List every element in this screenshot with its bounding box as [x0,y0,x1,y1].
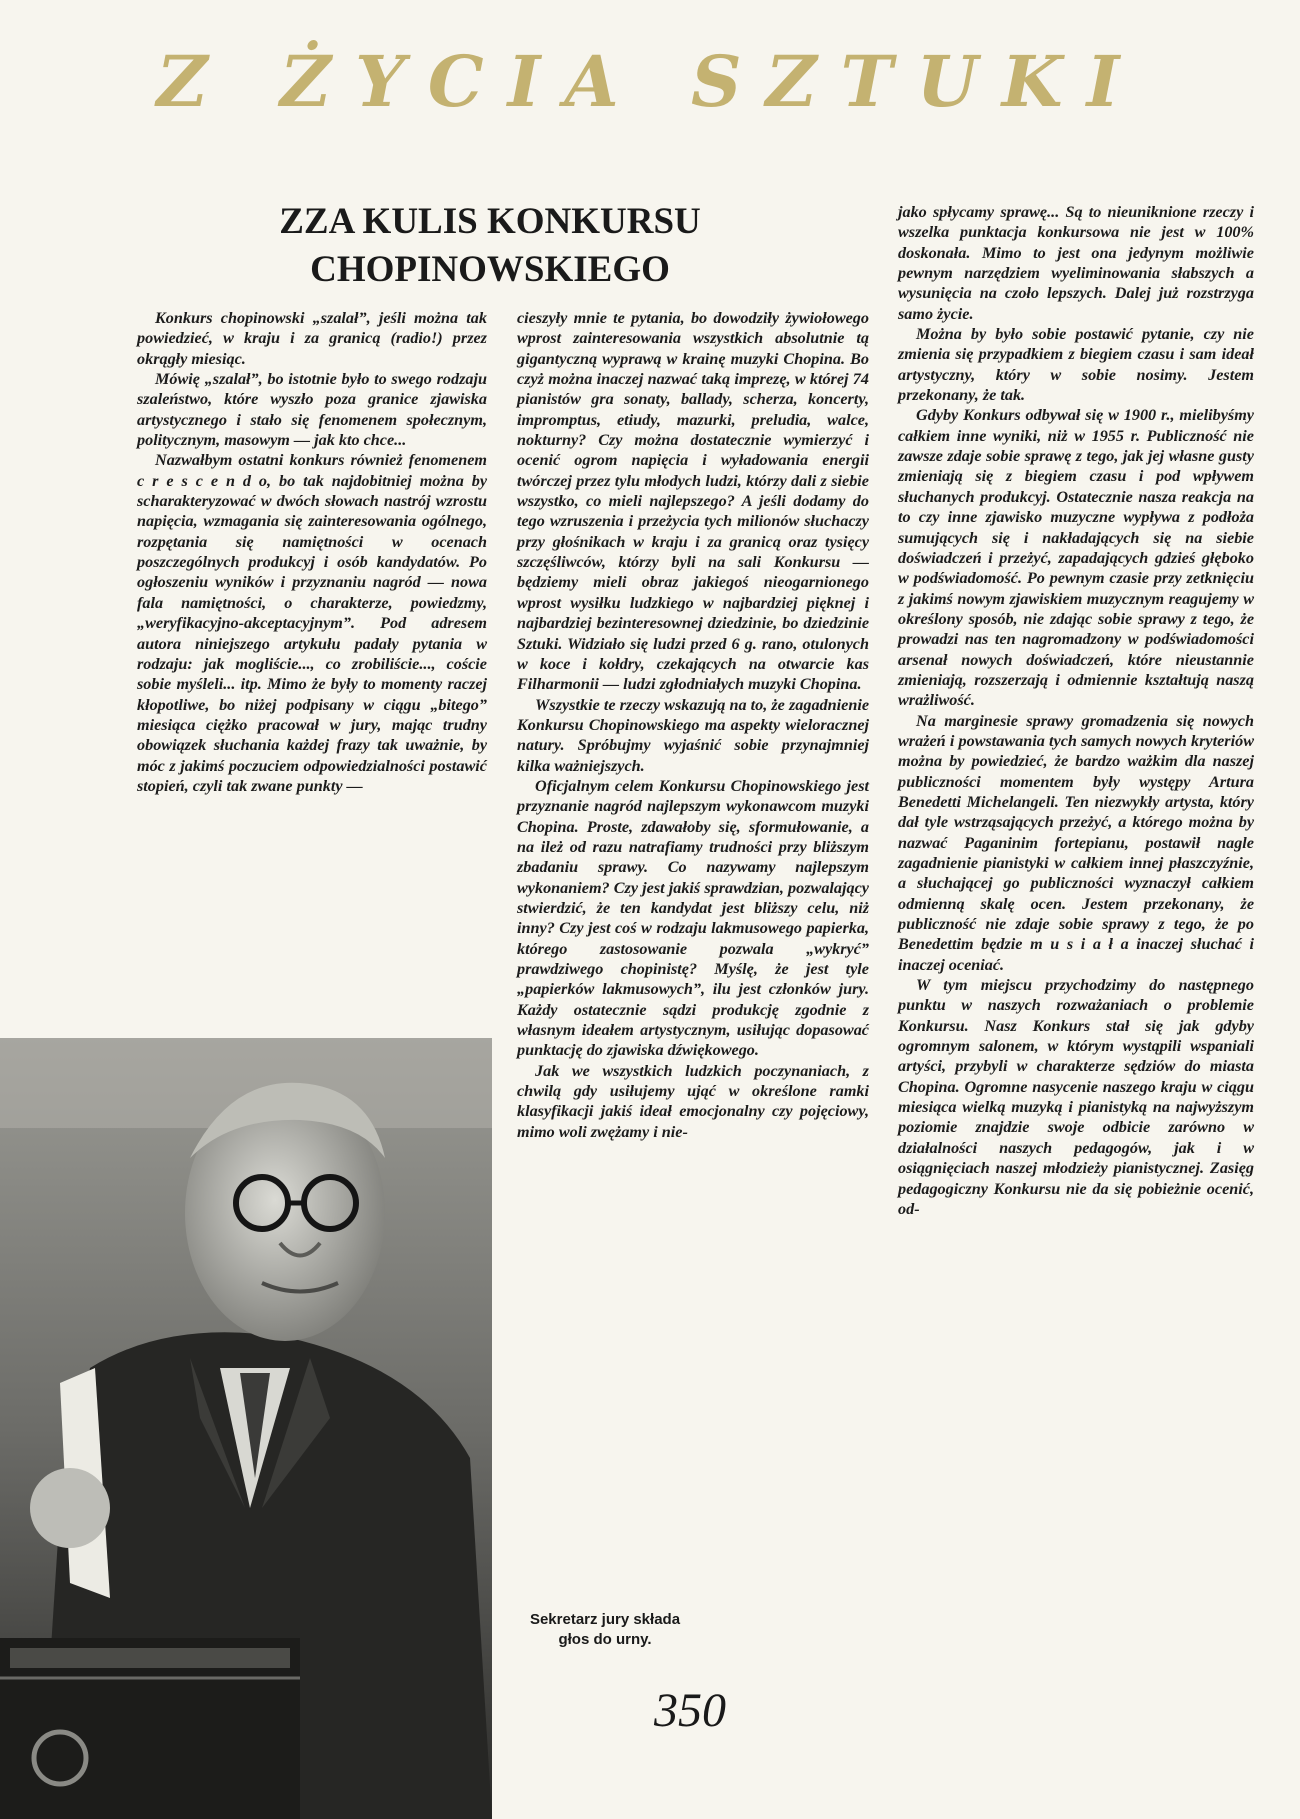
text-column-1 [137,308,487,796]
article-headline [250,198,730,294]
paragraph: Oficjalnym celem Konkursu Chopinowskiego jest przyznanie nagród najlepszym wykonawcom muzyki Chopina. Proste, zdawałoby się, sformułowanie, a na ileż od razu natrafiamy trudności przy bliższym zbadaniu sprawy. Co nazywamy najlepszym wykonaniem? Czy jest jakiś sprawdzian, pozwalający stwierdzić, że ten kandydat jest bliższy celu, niż inny? Czy jest coś w rodzaju lakmusowego papierka, którego zastosowanie pozwala „wykryć” prawdziwego chopinistę? Myślę, że jest tyle „papierków lakmusowych”, ilu jest członków jury. Każdy ostatecznie sądzi produkcję zgodnie z własnym ideałem artystycznym, usiłując dopasować punktację do zjawiska dźwiękowego. [517,776,869,1060]
paragraph: Gdyby Konkurs odbywał się w 1900 r., mielibyśmy całkiem inne wyniki, niż w 1955 r. Publiczność nie zawsze zdaje sobie sprawę z tego, jak jej własne gusty zmieniają się z biegiem czasu i pod wpływem słuchanych produkcyj. Ostatecznie nasza reakcja na to czy inne zjawisko muzyczne wypływa z podłoża sumujących się i nakładających się na siebie doświadczeń i przeżyć, zapadających gdzieś głęboko w podświadomość. Po pewnym czasie przy zetknięciu z jakimś nowym zjawiskiem muzycznym reagujemy w określony sposób, nie zdając sobie sprawy z tego, że prowadzi nas ten nagromadzony w podświadomości arsenał nowych doświadczeń, które nieustannie zmieniają, rozszerzają i odmiennie kształtują naszą wrażliwość. [898,406,1254,710]
page-number: 350 [654,1684,726,1737]
caption-line-2: głos do urny. [558,1631,652,1648]
headline-line-2: CHOPINOWSKIEGO [310,249,670,290]
paragraph: cieszyły mnie te pytania, bo dowodziły żywiołowego wprost zainteresowania wszystkich absolutnie tą gigantyczną wyprawą w krainę muzyki Chopina. Bo czyż można inaczej nazwać taką imprezę, w której 74 pianistów gra sonaty, ballady, scherza, koncerty, impromptus, etiudy, mazurki, preludia, walce, nokturny? Czy można dostatecznie wymierzyć i ocenić ogrom napięcia i wyładowania energii twórczej przez tylu młodych ludzi, którzy dali z siebie wszystko, co mieli najlepszego? A jeśli dodamy do tego wzruszenia i przeżycia tych milionów słuchaczy przy głośnikach w kraju i za granicą oraz tysięcy szczęśliwców, którzy byli na sali Konkursu — będziemy mieli obraz jakiegoś nieogarnionego wprost wysiłku ludzkiego w najbardziej pięknej i najbardziej bezinteresownej dziedzinie, bo dziedzinie Sztuki. Widziało się ludzi przed 6 g. rano, otulonych w koce i kołdry, czekających na otwarcie kas Filharmonii — ludzi zgłodniałych muzyki Chopina. [517,309,869,694]
text-column-2 [517,308,869,1142]
photo-caption [505,1610,705,1650]
text-column-3 [898,202,1254,1219]
paragraph: jako spłycamy sprawę... Są to nieuniknione rzeczy i wszelka punktacja konkursowa nie jest w 100% doskonała. Mimo to jest ona jedynym możliwie pewnym narzędziem wyeliminowania słabszych a wysunięcia na czoło lepszych. Dalej już rozstrzyga samo życie. [898,203,1254,323]
paragraph: Można by było sobie postawić pytanie, czy nie zmienia się przypadkiem z biegiem czasu i sam ideał artystyczny, który w sobie nosimy. Jestem przekonany, że tak. [898,325,1254,405]
paragraph: Mówię „szalał”, bo istotnie było to swego rodzaju szaleństwo, które wyszło poza granice zjawiska artystycznego i stało się fenomenem społecznym, politycznym, masowym — jak kto chce... [137,370,487,450]
paragraph: Nazwałbym ostatni konkurs również fenomenem c r e s c e n d o, bo tak najdobitniej można by scharakteryzować w dwóch słowach nastrój wzrostu napięcia, wzmagania się zainteresowania ogólnego, rozpętania się namiętności w ocenach poszczególnych produkcyj i osób kandydatów. Po ogłoszeniu wyników i przyznaniu nagród — nowa fala namiętności, o charakterze, powiedzmy, „weryfikacyjno-akceptacyjnym”. Pod adresem autora niniejszego artykułu padały pytania w rodzaju: jak mogliście..., co zrobiliście..., coście sobie myśleli... itp. Mimo że były to momenty raczej kłopotliwe, bo niżej podpisany w ciągu „bitego” miesiąca ciężko pracował w jury, mając trudny obowiązek słuchania każdej frazy tak uważnie, by móc z jakimś poczuciem odpowiedzialności postawić stopień, czyli tak zwane punkty — [137,451,487,795]
paragraph: W tym miejscu przychodzimy do następnego punktu w naszych rozważaniach o problemie Konkursu. Nasz Konkurs stał się jak gdyby ogromnym salonem, w którym wystąpili wspaniali artyści, przybyli w charakterze sędziów do miasta Chopina. Ogromne nasycenie naszego kraju w ciągu miesiąca wielką muzyką i pianistyką na najwyższym poziomie znajdzie swoje odbicie zarówno w działalności naszych pedagogów, jak i w osiągnięciach naszej młodzieży pianistycznej. Zasięg pedagogiczny Konkursu nie da się pobieżnie ocenić, od- [898,976,1254,1218]
caption-line-1: Sekretarz jury składa [529,1611,681,1628]
paragraph: Wszystkie te rzeczy wskazują na to, że zagadnienie Konkursu Chopinowskiego ma aspekty wieloracznej natury. Spróbujmy wyjaśnić sobie przynajmniej kilka ważniejszych. [517,695,869,775]
paragraph: Konkurs chopinowski „szalał”, jeśli można tak powiedzieć, w kraju i za granicą (radio!) przez okrągły miesiąc. [137,309,487,368]
headline-line-1: ZZA KULIS KONKURSU [279,201,701,242]
paragraph: Na marginesie sprawy gromadzenia się nowych wrażeń i powstawania tych samych nowych kryteriów można by powiedzieć, że bardzo ważkim dla naszej publiczności momentem były występy Artura Benedetti Michelangeli. Ten niezwykły artysta, który dał tyle wstrząsających przeżyć, a którego można by nazwać Paganinim fortepianu, postawił nagle zagadnienie pianistyki w całkiem innej płaszczyźnie, a słuchającej go publiczności wyznaczył całkiem odmienną skalę ocen. Jestem przekonany, że publiczność nie zdaje sobie sprawy z tego, że po Benedettim będzie m u s i a ł a inaczej słuchać i inaczej oceniać. [898,711,1254,974]
section-masthead: Z ŻYCIA SZTUKI [156,40,1144,123]
paragraph: Jak we wszystkich ludzkich poczynaniach, z chwilą gdy usiłujemy ująć w określone ramki klasyfikacji jakiś ideał emocjonalny czy pojęciowy, mimo woli zwężamy i nie- [517,1061,869,1141]
jury-secretary-photo [0,1038,492,1819]
